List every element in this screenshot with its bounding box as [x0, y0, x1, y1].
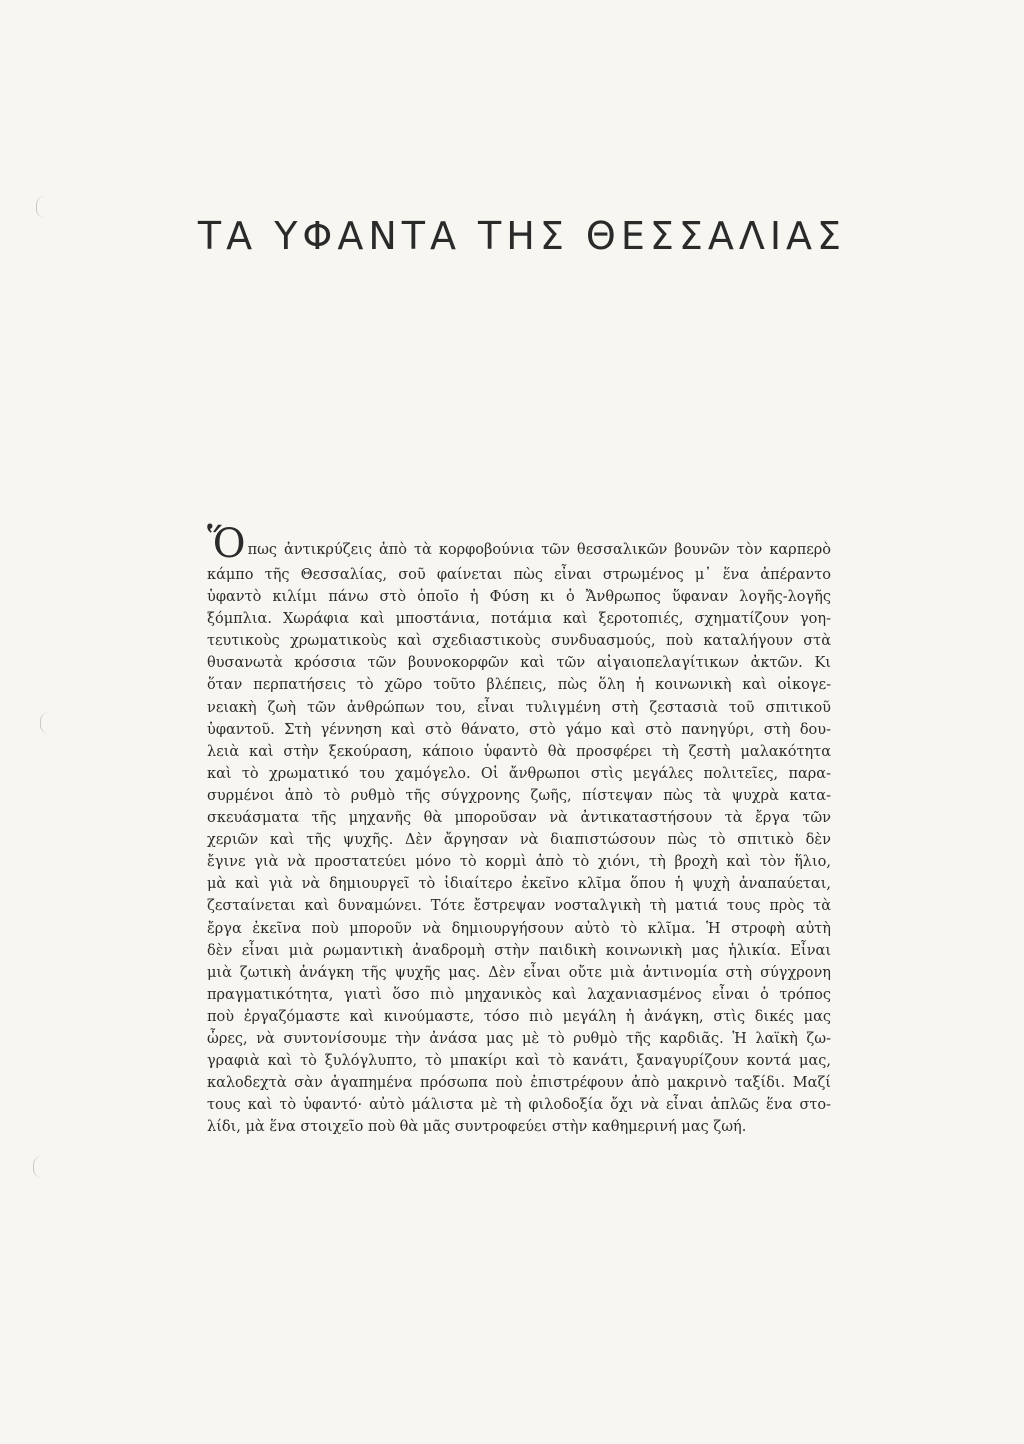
drop-cap: Ὅ [207, 521, 246, 567]
text-line: νειακὴ ζωὴ τῶν ἀνθρώπων του, εἶναι τυλιγμένη στὴ ζεστασιὰ τοῦ σπιτικοῦ [207, 699, 831, 716]
text-line: καλοδεχτὰ σὰν ἀγαπημένα πρόσωπα ποὺ ἐπιστρέφουν ἀπὸ μακρινὸ ταξίδι. Μαζί [207, 1075, 831, 1092]
text-line: ἔγινε γιὰ νὰ προστατεύει μόνο τὸ κορμὶ ἀπὸ τὸ χιόνι, τὴ βροχὴ καὶ τὸν ἥλιο, [207, 854, 831, 871]
text-line: συρμένοι ἀπὸ τὸ ρυθμὸ τῆς σύγχρονης ζωῆς, πίστεψαν πὼς τὰ ψυχρὰ κατα- [207, 787, 831, 804]
page-title: ΤΑ ΥΦΑΝΤΑ ΤΗΣ ΘΕΣΣΑΛΙΑΣ [197, 214, 847, 258]
text-line: λειὰ καὶ στὴν ξεκούραση, κάποιο ὑφαντὸ θὰ προσφέρει τὴ ζεστὴ μαλακότητα [207, 743, 831, 760]
text-line: ποὺ ἐργαζόμαστε καὶ κινούμαστε, τόσο πιὸ μεγάλη ἡ ἀνάγκη, στὶς δικές μας [207, 1008, 831, 1025]
text-line: τους καὶ τὸ ὑφαντό· αὐτὸ μάλιστα μὲ τὴ φιλοδοξία ὄχι νὰ εἶναι ἁπλῶς ἕνα στο- [207, 1097, 831, 1114]
text-line: κάμπο τῆς Θεσσαλίας, σοῦ φαίνεται πὼς εἶναι στρωμένος μ᾽ ἕνα ἀπέραντο [207, 567, 831, 583]
binding-hole-mark [40, 712, 49, 734]
text-line: τευτικοὺς χρωματικοὺς καὶ σχεδιαστικοὺς συνδυασμούς, ποὺ καταλήγουν στὰ [207, 633, 831, 650]
text-line: ξόμπλια. Χωράφια καὶ μποστάνια, ποτάμια καὶ ξεροτοπιές, σχηματίζουν γοη- [207, 611, 831, 628]
text-line: σκευάσματα τῆς μηχανῆς θὰ μποροῦσαν νὰ ἀντικαταστήσουν τὰ ἔργα τῶν [207, 810, 831, 827]
text-line: λίδι, μὰ ἕνα στοιχεῖο ποὺ θὰ μᾶς συντροφεύει στὴν καθημερινή μας ζωή. [207, 1119, 747, 1136]
body-paragraph [207, 520, 831, 1138]
text-line: ὑφαντοῦ. Στὴ γέννηση καὶ στὸ θάνατο, στὸ γάμο καὶ στὸ πανηγύρι, στὴ δου- [207, 721, 831, 738]
paragraph-lines [207, 564, 831, 1138]
first-line [207, 520, 831, 567]
text-line: πως ἀντικρύζεις ἀπὸ τὰ κορφοβούνια τῶν θεσσαλικῶν βουνῶν τὸν καρπερὸ [247, 541, 831, 558]
text-line: ὧρες, νὰ συντονίσουμε τὴν ἀνάσα μας μὲ τὸ ρυθμὸ τῆς καρδιᾶς. Ἡ λαϊκὴ ζω- [207, 1030, 831, 1047]
text-line: μιὰ ζωτικὴ ἀνάγκη τῆς ψυχῆς μας. Δὲν εἶναι οὔτε μιὰ ἀντινομία στὴ σύγχρονη [207, 964, 831, 981]
text-line: ὅταν περπατήσεις τὸ χῶρο τοῦτο βλέπεις, πὼς ὅλη ἡ κοινωνικὴ καὶ οἰκογε- [207, 677, 831, 694]
text-line: γραφιὰ καὶ τὸ ξυλόγλυπτο, τὸ μπακίρι καὶ τὸ κανάτι, ξαναγυρίζουν κοντά μας, [207, 1053, 831, 1070]
binding-hole-mark [33, 1156, 42, 1178]
text-line: μὰ καὶ γιὰ νὰ δημιουργεῖ τὸ ἰδιαίτερο ἐκεῖνο κλῖμα ὅπου ἡ ψυχὴ ἀναπαύεται, [207, 876, 831, 893]
text-line: ζεσταίνεται καὶ δυναμώνει. Τότε ἔστρεψαν νοσταλγικὴ τὴ ματιά τους πρὸς τὰ [207, 898, 831, 915]
text-line: ὑφαντὸ κιλίμι πάνω στὸ ὁποῖο ἡ Φύση κι ὁ Ἄνθρωπος ὕφαναν λογῆς-λογῆς [207, 589, 831, 606]
text-line: θυσανωτὰ κρόσσια τῶν βουνοκορφῶν καὶ τῶν αἰγαιοπελαγίτικων ἀκτῶν. Κι [207, 655, 831, 672]
text-line: χεριῶν καὶ τῆς ψυχῆς. Δὲν ἄργησαν νὰ διαπιστώσουν πὼς τὸ σπιτικὸ δὲν [207, 832, 831, 849]
text-line: καὶ τὸ χρωματικό του χαμόγελο. Οἱ ἄνθρωποι στὶς μεγάλες πολιτεῖες, παρα- [207, 765, 831, 782]
text-line: πραγματικότητα, γιατὶ ὅσο πιὸ μηχανικὸς καὶ λαχανιασμένος εἶναι ὁ τρόπος [207, 986, 831, 1003]
text-line: ἔργα ἐκεῖνα ποὺ μποροῦν νὰ δημιουργήσουν αὐτὸ τὸ κλῖμα. Ἡ στροφὴ αὐτὴ [207, 920, 831, 937]
text-line: δὲν εἶναι μιὰ ρωμαντικὴ ἀναδρομὴ στὴν παιδικὴ κοινωνικὴ μας ἡλικία. Εἶναι [207, 942, 831, 959]
